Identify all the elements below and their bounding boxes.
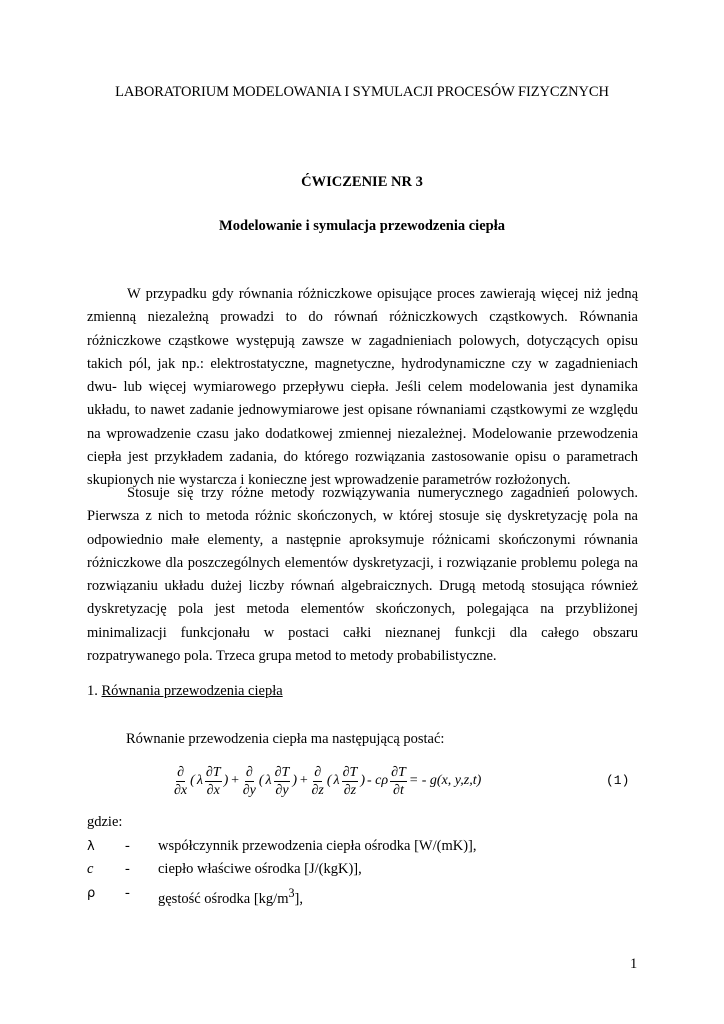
paragraph-text: Stosuje się trzy różne metody rozwiązywania numerycznego zagadnień polowych. Pierwsza z nich to metoda różnic skończonych, w której stosuje się dyskretyzację pola na odpowiednio małe elementy, a następnie aproksymuje różnicami skończonymi równania różniczkowe dla poszczególnych elementów dyskretyzacji, i rozwiązanie problemu polega na rozwiązaniu układu dużej liczby równań algebraicznych. Drugą metodą stosująca również dyskretyzację pola jest metoda elementów skończonych, polegająca na przybliżonej minimalizacji funkcjonału w postaci całki nieznanej funkcji dla całego obszaru rozpatrywanego pola. Trzeca grupa metod to metody probabilistyczne. xyxy=(87,485,638,665)
definition-text: ciepło właściwe ośrodka [J/(kgK)], xyxy=(158,861,362,878)
section-heading xyxy=(87,683,283,700)
definition-rho: ρ - gęstość ośrodka $[kg/m^3]$, xyxy=(87,882,607,905)
definition-text: gęstość ośrodka $[kg/m^3]$, xyxy=(158,885,303,907)
definition-c: c - ciepło właściwe ośrodka [J/(kgK)], xyxy=(87,858,607,881)
equation-number: (1) xyxy=(606,773,630,788)
paragraph-text: W przypadku gdy równania różniczkowe opisujące proces zawierają więcej niż jedną zmienną niezależną prowadzi to do równań różniczkowych cząstkowych. Równania różniczkowe cząstkowe występują zawsze w zagadnieniach polowych, dotyczących opisu takich pól, jak np.: elektrostatyczne, magnetyczne, hydrodynamiczne czy w zagadnieniach dwu- lub więcej wymiarowego przepływu ciepła. Jeśli celem modelowania jest dynamika układu, to nawet zadanie jednowymiarowe jest opisane równaniami cząstkowymi ze względu na wprowadzenie czasu jako dodatkowej zmiennej niezależnej. Modelowanie przewodzenia ciepła jest przykładem zadania, do którego rozwiązania zastosowanie opisu o parametrach skupionych nie wystarcza i konieczne jest wprowadzenie parametrów rozłożonych. xyxy=(87,286,638,489)
fraction-d-dz: $\frac{\partial}{\partial z}$ xyxy=(311,764,324,798)
definition-text: współczynnik przewodzenia ciepła ośrodka [W/(mK)], xyxy=(158,838,477,854)
symbol-rho: ρ xyxy=(87,885,96,901)
equation-intro: Równanie przewodzenia ciepła ma następującą postać: xyxy=(126,731,445,747)
paragraph-intro xyxy=(87,283,638,493)
where-label: gdzie: xyxy=(87,814,123,830)
definitions-list xyxy=(87,835,607,905)
section-number: 1. xyxy=(87,683,98,699)
fraction-d-dx: $\frac{\partial}{\partial x}$ xyxy=(174,764,188,798)
symbol-lambda: λ xyxy=(87,839,95,854)
page-number: 1 xyxy=(630,956,638,972)
paragraph-methods xyxy=(87,482,638,668)
fraction-dT-dy: $\frac{\partial T}{\partial y}$ xyxy=(274,764,290,798)
definition-lambda: λ - współczynnik przewodzenia ciepła ośrodka [W/(mK)], xyxy=(87,835,607,858)
symbol-c: c xyxy=(87,861,94,878)
fraction-dT-dt: $\frac{\partial T}{\partial t}$ xyxy=(391,764,406,798)
document-header: LABORATORIUM MODELOWANIA I SYMULACJI PROCESÓW FIZYCZNYCH xyxy=(115,84,609,100)
fraction-dT-dz: $\frac{\partial T}{\partial z}$ xyxy=(342,764,358,798)
exercise-title: ĆWICZENIE NR 3 xyxy=(301,174,423,190)
heat-equation: $\frac{\partial}{\partial x}$ ( λ $\frac{\partial T}{\partial x}$ ) + $\frac{\partial}{\partial y}$ ( λ $\frac{\partial T}{\partial y}$ ) + $\frac{\partial}{\partial z}$ ( λ $\frac{\partial T}{\partial z}$ ) - cρ $\frac{\partial T}{\partial t}$ = - g(x, y,z,t) xyxy=(174,764,482,798)
fraction-d-dy: $\frac{\partial}{\partial y}$ xyxy=(242,764,256,798)
topic-title: Modelowanie i symulacja przewodzenia ciepła xyxy=(219,218,505,234)
equation-rhs: = - g(x, y,z,t) xyxy=(408,773,482,788)
section-title: Równania przewodzenia ciepła xyxy=(101,683,283,699)
fraction-dT-dx: $\frac{\partial T}{\partial x}$ xyxy=(205,764,221,798)
